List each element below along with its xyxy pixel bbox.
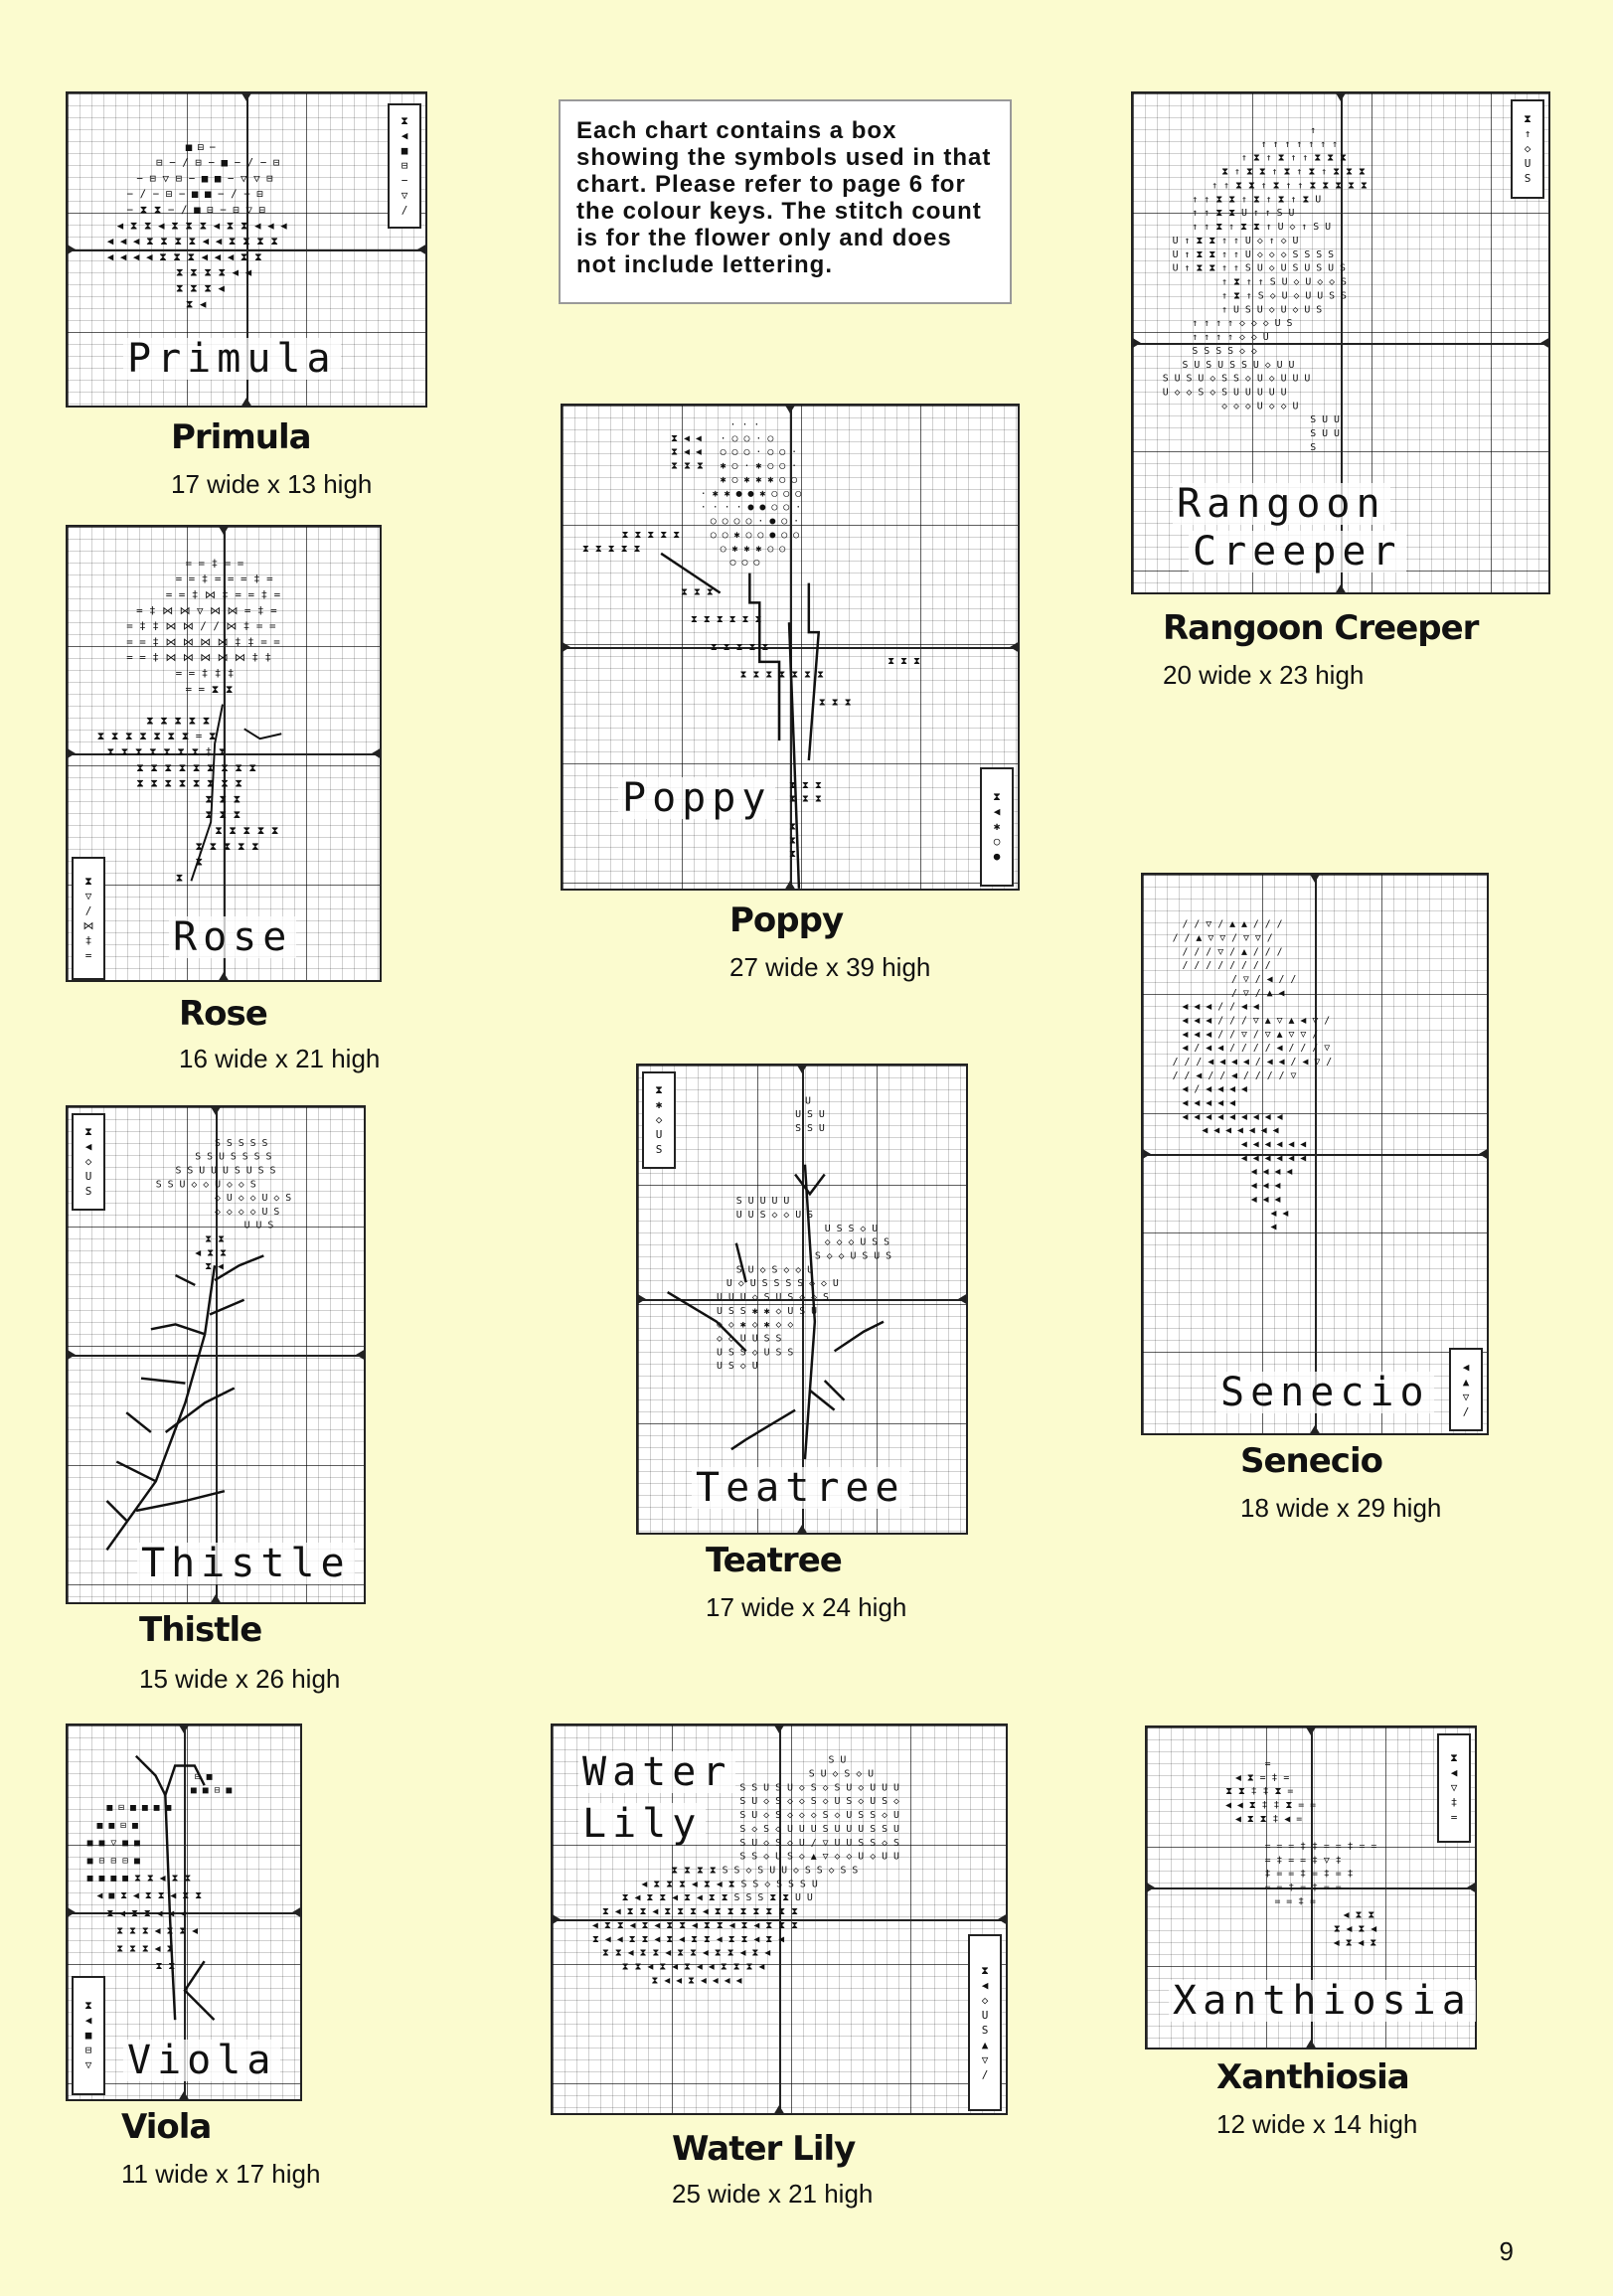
chart-teatree [636, 1064, 968, 1535]
svg-text:S U ◇ S ◇ U: S U ◇ S ◇ U [808, 1768, 875, 1780]
stitch-count-viola: 11 wide x 17 high [121, 2159, 321, 2189]
key-symbol: ◀ [84, 2014, 92, 2027]
key-symbol: ▽ [84, 2058, 92, 2071]
svg-text:/ / ◀ / / ◀ / / / / ▽: / / ◀ / / ◀ / / / / ▽ [1172, 1069, 1297, 1081]
svg-text:⧗ ⧗ ⧗ ⧗ ⧗: ⧗ ⧗ ⧗ ⧗ ⧗ [581, 543, 641, 555]
chart-viola [66, 1723, 302, 2101]
key-symbol: S [84, 1185, 92, 1198]
chart-lettering: Senecio [1216, 1372, 1434, 1413]
symbol-key-box [980, 767, 1014, 887]
svg-text:S S U S S S S: S S U S S S S [195, 1151, 272, 1163]
chart-water-lily [551, 1723, 1008, 2115]
symbol-key-box [72, 1976, 105, 2095]
key-symbol: ⧗ [993, 790, 1001, 803]
svg-text:⧗ ◀ ⧗ ⧗ ◀ ◀ ◀: ⧗ ◀ ⧗ ⧗ ◀ ◀ ◀ [106, 1907, 187, 1919]
svg-text:◀ ⧗ ⧗ ‡ ◀ =: ◀ ⧗ ⧗ ‡ ◀ = [1234, 1813, 1303, 1825]
svg-text:◀ ◀ ⧗ ‡ ‡ ⧗ = =: ◀ ◀ ⧗ ‡ ‡ ⧗ = = [1225, 1799, 1317, 1811]
svg-text:◀ ◀ ◀ ◀: ◀ ◀ ◀ ◀ [1250, 1166, 1293, 1178]
svg-text:⧗ ⧗ ⧗: ⧗ ⧗ ⧗ [205, 808, 242, 822]
svg-text:S U S U S S U ◇ U U: S U S U S S U ◇ U U [1182, 359, 1295, 371]
svg-text:U: U [804, 1095, 811, 1107]
svg-text:S U S U ◇ S S ◇ U ◇ U U U: S U S U ◇ S S ◇ U ◇ U U U [1162, 373, 1311, 385]
key-symbol: ▲ [981, 2038, 989, 2051]
svg-text:⧗ ⧗: ⧗ ⧗ [205, 1233, 225, 1245]
svg-text:· · · · ● ● ○ ○ ·: · · · · ● ● ○ ○ · [700, 502, 802, 514]
chart-poppy [561, 404, 1020, 891]
key-symbol: ⋈ [82, 918, 94, 932]
svg-text:S S U U U S U S S: S S U U U S U S S [175, 1165, 276, 1177]
svg-text:⧗ ⧗ ⧗ ⧗ ⧗: ⧗ ⧗ ⧗ ⧗ ⧗ [621, 529, 681, 541]
svg-text:↑ ↑ ↑ ↑ ◇ ◇ U: ↑ ↑ ↑ ↑ ◇ ◇ U [1192, 332, 1269, 344]
svg-text:◀ / ◀ ◀ / / / / ◀ / / / ▽: ◀ / ◀ ◀ / / / / ◀ / / / ▽ [1182, 1043, 1331, 1055]
svg-text:= ‡ ⋈ ⋈ ▽ ⋈ ⋈ = ‡ =: = ‡ ⋈ ⋈ ▽ ⋈ ⋈ = ‡ = [136, 603, 277, 617]
svg-text:U U U ◇ S U S ◇ ◇ S: U U U ◇ S U S ◇ ◇ S [717, 1291, 830, 1303]
chart-lettering-line-1: Rangoon [1173, 483, 1390, 525]
chart-senecio [1141, 873, 1489, 1435]
svg-text:↑ ↑ ↑ ↑ ◇ ◇ ◇ U S: ↑ ↑ ↑ ↑ ◇ ◇ ◇ U S [1192, 318, 1293, 330]
svg-text:U ↑ ⧗ ⧗ ↑ ↑ S U ◇ U S U: U ↑ ⧗ ⧗ ↑ ↑ S U ◇ U S U S U S [1172, 262, 1347, 274]
svg-text:U ◇ U S S S S ◇ ◇ U: U ◇ U S S S S ◇ ◇ U [726, 1278, 839, 1290]
symbol-key-box [1437, 1733, 1471, 1843]
caption-title-poppy: Poppy [729, 901, 844, 940]
key-symbol: ‡ [84, 933, 92, 947]
svg-text:⧗ ◀ ◀: ⧗ ◀ ◀ [671, 432, 702, 444]
svg-text:⧗ ⧗ ⧗ ⧗ ⧗ ⧗: ⧗ ⧗ ⧗ ⧗ ⧗ ⧗ [690, 614, 762, 626]
key-symbol: ◀ [1462, 1360, 1470, 1374]
svg-text:⧗ ⧗ ⧗: ⧗ ⧗ ⧗ [887, 655, 920, 667]
chart-primula [66, 91, 427, 408]
svg-text:↑: ↑ [1310, 125, 1317, 137]
svg-text:−: − [209, 140, 217, 154]
svg-text:U ◇ ◇ S ◇ S U U U U U: U ◇ ◇ S ◇ S U U U U U [1162, 387, 1287, 399]
svg-text:◇ ◇ ◇ ◇ U S: ◇ ◇ ◇ ◇ U S [215, 1206, 280, 1218]
key-symbol: / [84, 903, 92, 917]
page-number: 9 [1499, 2236, 1514, 2266]
stitch-count-thistle: 15 wide x 26 high [139, 1664, 341, 1694]
key-symbol: / [401, 204, 408, 217]
svg-text:■ ■ ⊟ ■: ■ ■ ⊟ ■ [190, 1785, 233, 1797]
svg-text:⊟: ⊟ [197, 140, 205, 154]
stitch-count-rose: 16 wide x 21 high [179, 1044, 381, 1073]
chart-rose [66, 525, 382, 982]
key-symbol: ■ [401, 144, 408, 157]
svg-text:⧗ ⧗ ⧗: ⧗ ⧗ ⧗ [818, 697, 852, 709]
svg-text:S U ◇ S ◇ U / ▽ U U S S ◇ S: S U ◇ S ◇ U / ▽ U U S S ◇ S [739, 1837, 899, 1849]
svg-text:/ / / / / / / /: / / / / / / / / [1182, 960, 1271, 972]
stitch-count-poppy: 27 wide x 39 high [729, 952, 931, 982]
svg-text:⧗ ⧗ ⧗ ⧗ S S ◇ S U U ◇ S S ◇ S: ⧗ ⧗ ⧗ ⧗ S S ◇ S U U ◇ S S ◇ S S [671, 1865, 859, 1877]
key-symbol: ◀ [993, 805, 1001, 818]
stitch-count-rangoon-creeper: 20 wide x 23 high [1163, 660, 1365, 690]
teatree-motif [638, 1066, 966, 1533]
svg-text:· ○ ○ · ○: · ○ ○ · ○ [720, 432, 774, 444]
svg-text:= = ‡ = =: = = ‡ = = [185, 557, 244, 571]
svg-text:◀ ⧗ ⧗: ◀ ⧗ ⧗ [1343, 1909, 1375, 1921]
key-symbol: / [1462, 1404, 1470, 1418]
svg-text:■ ⊟ ■ ■ ■ ■: ■ ⊟ ■ ■ ■ ■ [106, 1802, 172, 1814]
svg-text:⧗: ⧗ [789, 821, 796, 833]
svg-text:✱ ○ ✱ ✱ ✱ ○ ○: ✱ ○ ✱ ✱ ✱ ○ ○ [720, 474, 798, 486]
svg-text:U U S ◇ ◇ U S: U U S ◇ ◇ U S [735, 1209, 814, 1221]
key-symbol: ⧗ [84, 1125, 92, 1138]
svg-text:⧗ ↑ ⧗ ⧗ ↑ ⧗ ↑ ⧗ ↑ ⧗ ⧗ ⧗: ⧗ ↑ ⧗ ⧗ ↑ ⧗ ↑ ⧗ ↑ ⧗ ⧗ ⧗ [1221, 166, 1366, 178]
svg-text:⧗ ⧗ ⧗: ⧗ ⧗ ⧗ [671, 460, 704, 472]
svg-text:○ ✱ ✱ ✱ ○ ○: ○ ✱ ✱ ✱ ○ ○ [720, 543, 786, 555]
svg-text:⧗ ◀ ◀ ⧗ ◀ ◀ ◀ ◀: ⧗ ◀ ◀ ⧗ ◀ ◀ ◀ ◀ [651, 1975, 742, 1987]
svg-text:⧗ ⧗ ⧗ ⧗ ⧗ ⧗ ⧗: ⧗ ⧗ ⧗ ⧗ ⧗ ⧗ ⧗ [739, 669, 824, 681]
svg-text:S S U: S S U [795, 1123, 825, 1135]
svg-text:⧗ ⧗: ⧗ ⧗ [155, 1961, 176, 1973]
svg-text:⧗ ⧗ ⧗: ⧗ ⧗ ⧗ [680, 586, 714, 598]
svg-text:◀ ⧗ ⧗ ◀ ⧗ ⧗ ⧗ ◀ ⧗ ⧗ ◀ ◀ ◀: ◀ ⧗ ⧗ ◀ ⧗ ⧗ ⧗ ◀ ⧗ ⧗ ◀ ◀ ◀ [116, 219, 287, 233]
svg-text:◀ ⧗ = ‡ =: ◀ ⧗ = ‡ = [1234, 1772, 1290, 1784]
key-symbol: ▽ [401, 189, 408, 202]
svg-text:↑ ⧗ ↑ S ◇ U ◇ U U S S: ↑ ⧗ ↑ S ◇ U ◇ U U S S [1221, 290, 1347, 302]
svg-text:U U S: U U S [243, 1220, 274, 1231]
svg-text:= = ‡ ⋈ ⋈ ⋈ ⋈ ⋈ ‡ ‡: = = ‡ ⋈ ⋈ ⋈ ⋈ ⋈ ‡ ‡ [126, 651, 272, 665]
svg-text:S S U ◇ ◇ U ◇ ◇ S: S S U ◇ ◇ U ◇ ◇ S [155, 1179, 256, 1191]
svg-text:= = ‡ = = = ‡ =: = = ‡ = = = ‡ = [175, 573, 273, 586]
key-symbol: ↑ [1524, 127, 1532, 140]
key-symbol: ◇ [1524, 142, 1532, 155]
svg-text:= ‡ = = ‡ ▽ ‡: = ‡ = = ‡ ▽ ‡ [1264, 1855, 1342, 1867]
svg-text:✱ ○ · ✱ ○ ○ ·: ✱ ○ · ✱ ○ ○ · [720, 460, 798, 472]
svg-text:S U ◇ S ◇ ◇ ◇ S ◇ U S S ◇ U: S U ◇ S ◇ ◇ ◇ S ◇ U S S ◇ U [739, 1810, 899, 1822]
chart-rangoon-creeper [1131, 91, 1550, 594]
svg-text:= = ‡ =: = = ‡ = [1274, 1895, 1317, 1907]
svg-text:◇ ◇ ✱ ◇ ✱ ◇ ◇: ◇ ◇ ✱ ◇ ✱ ◇ ◇ [717, 1319, 794, 1331]
symbol-key-box [1511, 99, 1544, 199]
key-symbol: ⧗ [981, 1963, 989, 1977]
svg-text:⧗ ⧗ ⧗: ⧗ ⧗ ⧗ [789, 793, 822, 805]
svg-text:S ◇ ◇ U S U S: S ◇ ◇ U S U S [814, 1250, 892, 1262]
key-symbol: ○ [993, 835, 1001, 848]
svg-text:◀ ◀ ◀ / / ◀ ◀: ◀ ◀ ◀ / / ◀ ◀ [1182, 1001, 1259, 1013]
svg-text:S U U U U: S U U U U [735, 1196, 790, 1208]
svg-text:= = ‡ ⋈ ⋈ ⋈ ⋈ ‡ ‡ = =: = = ‡ ⋈ ⋈ ⋈ ⋈ ‡ ‡ = = [126, 635, 280, 649]
stitch-count-senecio: 18 wide x 29 high [1240, 1493, 1442, 1523]
svg-text:◇ U ◇ ◇ U ◇ S: ◇ U ◇ ◇ U ◇ S [215, 1193, 292, 1205]
svg-text:◀ ⧗ ⧗ ⧗ ◀ ⧗ ◀ ⧗ S S ◇ S S S U: ◀ ⧗ ⧗ ⧗ ◀ ⧗ ◀ ⧗ S S ◇ S S S U [641, 1879, 818, 1890]
svg-text:U S S ◇ U: U S S ◇ U [824, 1223, 879, 1234]
caption-title-thistle: Thistle [139, 1610, 262, 1650]
svg-text:U S S ✱ ✱ ◇ U S U: U S S ✱ ✱ ◇ U S U [717, 1305, 818, 1317]
svg-text:⧗: ⧗ [789, 835, 796, 847]
svg-text:◀: ◀ [1270, 1222, 1277, 1233]
svg-text:○ ○ ○: ○ ○ ○ [729, 557, 760, 569]
svg-text:○ ○ ○ ○ · ● ○ ·: ○ ○ ○ ○ · ● ○ · [710, 516, 800, 528]
svg-text:/ ▽ / ▲ ◀: / ▽ / ▲ ◀ [1230, 987, 1285, 999]
key-symbol: U [655, 1128, 663, 1141]
rose-motif [68, 527, 380, 980]
svg-text:◀ ◀ ◀ ◀ ⧗ ⧗ ⧗ ◀ ◀ ◀ ⧗ ⧗: ◀ ◀ ◀ ◀ ⧗ ⧗ ⧗ ◀ ◀ ◀ ⧗ ⧗ [106, 249, 262, 263]
caption-title-rose: Rose [179, 994, 267, 1034]
stitch-count-water-lily: 25 wide x 21 high [672, 2179, 874, 2209]
svg-text:S ◇ S ◇ U U U S U U U S S U: S ◇ S ◇ U U U S U U U S S U [739, 1823, 899, 1835]
key-symbol: / [981, 2067, 989, 2081]
svg-text:U ↑ ⧗ ⧗ ↑ ↑ U ◇ ↑ ◇ U: U ↑ ⧗ ⧗ ↑ ↑ U ◇ ↑ ◇ U [1172, 235, 1299, 246]
info-text: Each chart contains a box showing the symbols used in that chart. Please refer to page 6 for the colour keys. The stitch count is for the flower only and does not include lettering. [576, 117, 992, 278]
svg-text:↑ ↑ ⧗ ⧗ U ↑ ↑ S U: ↑ ↑ ⧗ ⧗ U ↑ ↑ S U [1192, 208, 1295, 220]
svg-text:⧗ ⧗ ⧗ ⧗ ⧗ ⧗ ⧗ ⧗ ⧗: ⧗ ⧗ ⧗ ⧗ ⧗ ⧗ ⧗ ⧗ ⧗ [136, 760, 257, 774]
key-symbol: ⊟ [401, 159, 408, 172]
svg-text:⊟ ■: ⊟ ■ [194, 1771, 213, 1783]
svg-text:⧗ ⧗ ⧗ ◀: ⧗ ⧗ ⧗ ◀ [175, 281, 225, 295]
key-symbol: ▽ [84, 889, 92, 902]
chart-lettering: Primula [123, 338, 341, 380]
svg-text:/ / / ◀ ◀ ◀ ◀ / ◀ ◀ / ◀ ▽ /: / / / ◀ ◀ ◀ ◀ / ◀ ◀ / ◀ ▽ / [1172, 1057, 1333, 1068]
svg-text:⧗ ⧗ ⧗ ◀ ⧗: ⧗ ⧗ ⧗ ◀ ⧗ [116, 1943, 174, 1955]
caption-title-water-lily: Water Lily [672, 2129, 856, 2169]
svg-text:⧗ ◀ ⧗ ⧗ ◀ ⧗ ⧗ ⧗ ◀ ⧗ ⧗ ⧗ ⧗ ⧗ ⧗: ⧗ ◀ ⧗ ⧗ ◀ ⧗ ⧗ ⧗ ◀ ⧗ ⧗ ⧗ ⧗ ⧗ ⧗ ⧗ [601, 1906, 798, 1918]
svg-text:⧗ ⧗ ⧗ ⧗ ⧗: ⧗ ⧗ ⧗ ⧗ ⧗ [145, 714, 211, 728]
svg-text:■: ■ [185, 140, 193, 154]
key-symbol: ⧗ [1524, 112, 1532, 125]
svg-text:◀ ◀: ◀ ◀ [1270, 1208, 1289, 1220]
svg-text:○ ○ ○ · ○ ○ ·: ○ ○ ○ · ○ ○ · [720, 446, 798, 458]
svg-text:⧗: ⧗ [789, 849, 796, 861]
svg-text:= = ‡ = ‡ = =: = = ‡ = ‡ = = [1264, 1882, 1342, 1893]
stitch-count-primula: 17 wide x 13 high [171, 469, 373, 499]
svg-text:↑ ↑ ⧗ ↑ ⧗ ⧗ ↑ U ◇ ↑ S U: ↑ ↑ ⧗ ↑ ⧗ ⧗ ↑ U ◇ ↑ S U [1192, 222, 1332, 234]
svg-text:◀ ◀ ◀ ◀ ◀ ◀ ◀ ◀ ◀: ◀ ◀ ◀ ◀ ◀ ◀ ◀ ◀ ◀ [1182, 1111, 1283, 1123]
svg-text:◀ ◀ ◀ / / ▽ / ▽ ▲ ▽ ▽ /: ◀ ◀ ◀ / / ▽ / ▽ ▲ ▽ ▽ / [1182, 1029, 1319, 1041]
svg-text:◀ ■ ⧗ ◀ ⧗ ⧗ ◀ ⧗ ⧗: ◀ ■ ⧗ ◀ ⧗ ⧗ ◀ ⧗ ⧗ [96, 1890, 203, 1902]
svg-text:S U ◇ S ◇ ◇ S ◇ U S ◇ U S ◇: S U ◇ S ◇ ◇ S ◇ U S ◇ U S ◇ [739, 1796, 899, 1808]
svg-text:U ↑ ⧗ ⧗ ↑ ↑ U ◇ ◇ ◇ S S: U ↑ ⧗ ⧗ ↑ ↑ U ◇ ◇ ◇ S S S S [1172, 248, 1335, 260]
svg-text:◇ ◇ U U S S: ◇ ◇ U U S S [717, 1333, 782, 1345]
caption-title-xanthiosia: Xanthiosia [1216, 2057, 1409, 2097]
key-symbol: U [1524, 157, 1532, 170]
svg-text:◀ ⧗ ⧗: ◀ ⧗ ⧗ [195, 1247, 227, 1259]
key-symbol: ◀ [981, 1978, 989, 1992]
svg-text:◀ ◀ ◀ ◀ ◀ ◀ ◀: ◀ ◀ ◀ ◀ ◀ ◀ ◀ [1202, 1125, 1279, 1137]
svg-text:⧗: ⧗ [195, 855, 203, 869]
key-symbol: ◀ [84, 1140, 92, 1153]
symbol-key-box [968, 1934, 1002, 2111]
svg-text:=: = [1264, 1758, 1271, 1770]
svg-text:= = = ‡ ‡ = = ‡ = =: = = = ‡ ‡ = = ‡ = = [1264, 1841, 1377, 1853]
svg-text:⧗ ⧗ ⧗ ◀ ⧗ ⧗ ◀: ⧗ ⧗ ⧗ ◀ ⧗ ⧗ ◀ [116, 1925, 199, 1937]
svg-text:◀ ◀ ◀ / / / ▽ ▲ ▽ ▲ ◀ ▽ /: ◀ ◀ ◀ / / / ▽ ▲ ▽ ▲ ◀ ▽ / [1182, 1015, 1331, 1027]
svg-text:/ ▽ / ◀ / /: / ▽ / ◀ / / [1230, 974, 1297, 985]
svg-text:■ ■ ■ ■ ⧗ ⧗ ◀ ⧗ ⧗: ■ ■ ■ ■ ⧗ ⧗ ◀ ⧗ ⧗ [86, 1873, 192, 1885]
svg-text:↑ ↑ ⧗ ⧗ ↑ ⧗ ↑ ⧗ ↑ ⧗ U: ↑ ↑ ⧗ ⧗ ↑ ⧗ ↑ ⧗ ↑ ⧗ U [1192, 194, 1322, 206]
key-symbol: ▲ [1462, 1375, 1470, 1389]
svg-text:⧗ ⧗ ⧗: ⧗ ⧗ ⧗ [205, 792, 242, 806]
key-symbol: ⧗ [84, 874, 92, 888]
key-symbol: ● [993, 850, 1001, 863]
svg-text:⧗ ⧗ ⧗ ⧗ ⧗ ⧗ ⧗ ‡ ⧗: ⧗ ⧗ ⧗ ⧗ ⧗ ⧗ ⧗ ‡ ⧗ [106, 744, 227, 758]
chart-thistle [66, 1105, 366, 1604]
svg-text:⧗ ⧗ ⧗ ⧗ ◀ ◀: ⧗ ⧗ ⧗ ⧗ ◀ ◀ [175, 265, 252, 279]
svg-text:/ / ▽ / ▲ ▲ / / /: / / ▽ / ▲ ▲ / / / [1182, 918, 1283, 930]
svg-text:S U U: S U U [1310, 414, 1341, 426]
svg-text:↑ U S U ◇ U ◇ U S: ↑ U S U ◇ U ◇ U S [1221, 304, 1323, 316]
key-symbol: ◀ [401, 129, 408, 142]
key-symbol: ▽ [1462, 1390, 1470, 1403]
key-symbol: ◀ [1450, 1766, 1458, 1779]
symbol-key-box [72, 857, 105, 980]
svg-text:⧗ ⧗ ⧗ ⧗ ⧗: ⧗ ⧗ ⧗ ⧗ ⧗ [215, 823, 279, 837]
svg-text:= ‡ ‡ ⋈ ⋈ / / ⋈ ‡ = =: = ‡ ‡ ⋈ ⋈ / / ⋈ ‡ = = [126, 619, 276, 633]
chart-lettering: Poppy [618, 777, 775, 819]
key-symbol: ■ [84, 2029, 92, 2042]
svg-text:⧗ ⧗ ◀ ⧗ ⧗ ◀ ⧗ ⧗ ◀ ⧗ ⧗ ◀ ⧗ ◀: ⧗ ⧗ ◀ ⧗ ⧗ ◀ ⧗ ⧗ ◀ ⧗ ⧗ ◀ ⧗ ◀ [601, 1947, 771, 1959]
svg-text:⧗ ◀: ⧗ ◀ [205, 1261, 224, 1273]
svg-text:⧗ ⧗ ◀ ⧗ ◀ ⧗ ◀ ◀ ⧗ ⧗ ⧗ ◀: ⧗ ⧗ ◀ ⧗ ◀ ⧗ ◀ ◀ ⧗ ⧗ ⧗ ◀ [621, 1961, 765, 1973]
svg-text:· · ·: · · · [729, 418, 760, 430]
svg-text:U S ◇ U: U S ◇ U [717, 1361, 758, 1373]
svg-text:↑ ⧗ ↑ ↑ S U ◇ U ◇ ◇ S: ↑ ⧗ ↑ ↑ S U ◇ U ◇ ◇ S [1221, 276, 1347, 288]
chart-lettering: Rose [169, 916, 296, 958]
svg-text:⧗ ◀ ◀ ⧗ ⧗ ◀ ⧗ ◀ ⧗ ⧗ ◀ ⧗ ⧗ ◀ ⧗: ⧗ ◀ ◀ ⧗ ⧗ ◀ ⧗ ◀ ⧗ ⧗ ◀ ⧗ ⧗ ◀ ⧗ ◀ [591, 1933, 785, 1945]
svg-text:⧗ ⧗ ⧗ ⧗ ⧗: ⧗ ⧗ ⧗ ⧗ ⧗ [710, 641, 769, 653]
symbol-key-box [1449, 1348, 1483, 1431]
chart-lettering-line-2: Lily [578, 1803, 706, 1845]
key-symbol: ⧗ [1450, 1751, 1458, 1764]
svg-text:/ / ▲ ▽ ▽ / ▽ ▽ /: / / ▲ ▽ ▽ / ▽ ▽ / [1172, 932, 1273, 944]
svg-text:⧗ ◀ ◀: ⧗ ◀ ◀ [671, 446, 702, 458]
svg-text:↑ ↑ ⧗ ⧗ ↑ ⧗ ↑ ↑ ⧗ ⧗ ⧗ ⧗ ⧗: ↑ ↑ ⧗ ⧗ ↑ ⧗ ↑ ↑ ⧗ ⧗ ⧗ ⧗ ⧗ [1211, 180, 1368, 192]
svg-text:U S U: U S U [795, 1109, 825, 1121]
key-symbol: ◇ [655, 1113, 663, 1126]
svg-text:◀ ◀ ◀ ◀ ◀: ◀ ◀ ◀ ◀ ◀ [1182, 1097, 1236, 1109]
key-symbol: S [1524, 172, 1532, 185]
svg-text:− ⧗ ⧗ − / ■ ⊟ − ⊟ ▽ ⊟: − ⧗ ⧗ − / ■ ⊟ − ⊟ ▽ ⊟ [126, 203, 266, 217]
symbol-key-box [642, 1071, 676, 1169]
key-symbol: = [84, 948, 92, 962]
svg-text:◀ ◀ ◀ ◀ ◀ ◀: ◀ ◀ ◀ ◀ ◀ ◀ [1240, 1152, 1307, 1164]
senecio-motif [1143, 875, 1487, 1433]
svg-text:⧗ ◀ ⧗ ⧗ ◀ ⧗ ◀ ⧗ ⧗ S S S ⧗ ⧗ U: ⧗ ◀ ⧗ ⧗ ◀ ⧗ ◀ ⧗ ⧗ S S S ⧗ ⧗ U U [621, 1892, 813, 1904]
svg-text:S: S [1310, 441, 1317, 453]
caption-title-viola: Viola [121, 2107, 212, 2147]
svg-text:− ⊟ ▽ ⊟ − ■ ■ − ▽ ▽ ⊟: − ⊟ ▽ ⊟ − ■ ■ − ▽ ▽ ⊟ [136, 171, 273, 185]
key-symbol: S [655, 1143, 663, 1156]
svg-text:S S ◇ U S ◇ ▲ ▽ ◇ ◇ U ◇ U U: S S ◇ U S ◇ ▲ ▽ ◇ ◇ U ◇ U U [739, 1851, 899, 1863]
svg-text:‡ = = ‡ = ‡ = ‡: ‡ = = ‡ = ‡ = ‡ [1264, 1869, 1354, 1881]
svg-text:S S S S ◇ ◇: S S S S ◇ ◇ [1192, 345, 1257, 357]
svg-text:⧗ ◀ ⧗ ◀: ⧗ ◀ ⧗ ◀ [1333, 1923, 1377, 1935]
key-symbol: − [401, 174, 408, 187]
svg-text:⊟ − / ⊟ − ■ − / − ⊟: ⊟ − / ⊟ − ■ − / − ⊟ [156, 156, 280, 170]
svg-text:■ ⊟ ⊟ ⊟ ■: ■ ⊟ ⊟ ⊟ ■ [86, 1855, 140, 1867]
svg-text:⧗ ⧗ ⧗ ⧗ ⧗ ⧗ ⧗ ⧗: ⧗ ⧗ ⧗ ⧗ ⧗ ⧗ ⧗ ⧗ [136, 776, 242, 790]
key-symbol: ⧗ [84, 1999, 92, 2012]
svg-text:↑ ⧗ ↑ ⧗ ↑ ↑ ⧗ ⧗ ⧗: ↑ ⧗ ↑ ⧗ ↑ ↑ ⧗ ⧗ ⧗ [1240, 152, 1347, 164]
caption-title-rangoon-creeper: Rangoon Creeper [1163, 608, 1479, 648]
key-symbol: ✱ [655, 1098, 663, 1111]
svg-text:◀ / ◀ ◀ ◀ ◀: ◀ / ◀ ◀ ◀ ◀ [1182, 1083, 1247, 1095]
svg-text:○ ○ ✱ ○ ○ ● ○ ○: ○ ○ ✱ ○ ○ ● ○ ○ [710, 529, 800, 541]
chart-lettering-line-2: Creeper [1189, 531, 1406, 573]
key-symbol: ⧗ [401, 114, 408, 127]
chart-lettering: Viola [123, 2040, 280, 2081]
key-symbol: ‡ [1450, 1796, 1458, 1809]
info-box [559, 99, 1012, 304]
svg-text:■ ■ ▽ ■ ■: ■ ■ ▽ ■ ■ [86, 1838, 140, 1850]
svg-text:S U U: S U U [1310, 428, 1341, 440]
svg-text:⧗ ⧗ ⧗ ⧗ ⧗: ⧗ ⧗ ⧗ ⧗ ⧗ [195, 839, 259, 853]
chart-lettering: Xanthiosia [1169, 1980, 1476, 2022]
svg-text:■ ■ ⊟ ■: ■ ■ ⊟ ■ [96, 1820, 138, 1832]
svg-text:⧗ ◀: ⧗ ◀ [185, 297, 207, 311]
svg-text:= = ‡ ⋈ ‡ = = ‡ =: = = ‡ ⋈ ‡ = = ‡ = [165, 587, 281, 601]
symbol-key-box [388, 103, 421, 229]
svg-text:◀ ◀ ◀: ◀ ◀ ◀ [1250, 1194, 1281, 1206]
svg-text:⧗ ⧗ ⧗ ⧗ ⧗ ⧗ ⧗ = ⧗: ⧗ ⧗ ⧗ ⧗ ⧗ ⧗ ⧗ = ⧗ [96, 730, 217, 743]
svg-text:◀ ⧗ ⧗ ◀ ⧗ ◀ ⧗ ⧗ ◀ ⧗ ⧗ ◀ ⧗ ◀ ⧗: ◀ ⧗ ⧗ ◀ ⧗ ◀ ⧗ ⧗ ◀ ⧗ ⧗ ◀ ⧗ ◀ ⧗ ⧗ ⧗ [591, 1919, 798, 1931]
svg-text:S S S S S: S S S S S [215, 1137, 268, 1149]
thistle-motif [68, 1107, 364, 1602]
key-symbol: ▽ [981, 2052, 989, 2066]
key-symbol: ◇ [981, 1993, 989, 2007]
caption-title-senecio: Senecio [1240, 1441, 1382, 1481]
symbol-key-box [72, 1113, 105, 1211]
svg-text:◀ ◀ ◀: ◀ ◀ ◀ [1250, 1180, 1281, 1192]
key-symbol: U [84, 1170, 92, 1183]
svg-text:= = ⧗ ⧗: = = ⧗ ⧗ [185, 682, 234, 696]
svg-text:S U: S U [828, 1754, 847, 1766]
key-symbol: S [981, 2023, 989, 2037]
svg-text:U S S ◇ U S S: U S S ◇ U S S [717, 1347, 794, 1359]
key-symbol: U [981, 2008, 989, 2022]
svg-text:= = ‡ ‡ ‡: = = ‡ ‡ ‡ [175, 666, 235, 680]
svg-text:⧗ ⧗ ‡ ‡ ⧗ =: ⧗ ⧗ ‡ ‡ ⧗ = [1225, 1786, 1294, 1798]
svg-text:⧗: ⧗ [175, 871, 184, 885]
key-symbol: ⧗ [655, 1083, 663, 1096]
svg-text:· ✱ ✱ ● ● ✱ ○ ○ ○: · ✱ ✱ ● ● ✱ ○ ○ ○ [700, 488, 802, 500]
svg-text:◀ ◀ ◀ ◀ ◀ ◀: ◀ ◀ ◀ ◀ ◀ ◀ [1240, 1139, 1307, 1151]
svg-text:⧗ ⧗ ⧗: ⧗ ⧗ ⧗ [789, 779, 822, 791]
svg-text:◇ ◇ ◇ U S S: ◇ ◇ ◇ U S S [824, 1236, 890, 1248]
svg-text:◀ ◀ ◀ ⧗ ⧗ ⧗ ⧗ ◀ ◀ ⧗ ⧗ ⧗ ⧗: ◀ ◀ ◀ ⧗ ⧗ ⧗ ⧗ ◀ ◀ ⧗ ⧗ ⧗ ⧗ [106, 235, 278, 248]
stitch-count-xanthiosia: 12 wide x 14 high [1216, 2109, 1418, 2139]
key-symbol: = [1450, 1811, 1458, 1824]
svg-text:◇ ◇ ◇ U ◇ ◇ U: ◇ ◇ ◇ U ◇ ◇ U [1221, 401, 1299, 412]
chart-lettering: Thistle [137, 1543, 355, 1584]
key-symbol: ⊟ [84, 2044, 92, 2056]
chart-lettering: Teatree [692, 1467, 909, 1509]
svg-text:/ / / ▽ / ▲ / / /: / / / ▽ / ▲ / / / [1182, 946, 1283, 958]
key-symbol: ✱ [993, 820, 1001, 833]
key-symbol: ▽ [1450, 1781, 1458, 1794]
chart-lettering-line-1: Water [578, 1751, 735, 1793]
svg-text:− / − ⊟ − ■ ■ − / − ⊟: − / − ⊟ − ■ ■ − / − ⊟ [126, 187, 263, 201]
caption-title-teatree: Teatree [706, 1541, 842, 1580]
svg-text:S S U S U ◇ S ◇ S U ◇ U U U: S S U S U ◇ S ◇ S U ◇ U U U [739, 1782, 899, 1794]
svg-text:↑ ↑ ↑ ↑ ↑ ↑ ↑: ↑ ↑ ↑ ↑ ↑ ↑ ↑ [1260, 138, 1339, 150]
stitch-count-teatree: 17 wide x 24 high [706, 1592, 907, 1622]
key-symbol: ◇ [84, 1155, 92, 1168]
chart-xanthiosia [1145, 1725, 1477, 2050]
caption-title-primula: Primula [171, 417, 311, 457]
svg-text:S U ◇ S ◇ ◇ U: S U ◇ S ◇ ◇ U [735, 1264, 814, 1276]
svg-text:◀ ⧗ ◀ ⧗: ◀ ⧗ ◀ ⧗ [1333, 1937, 1377, 1949]
